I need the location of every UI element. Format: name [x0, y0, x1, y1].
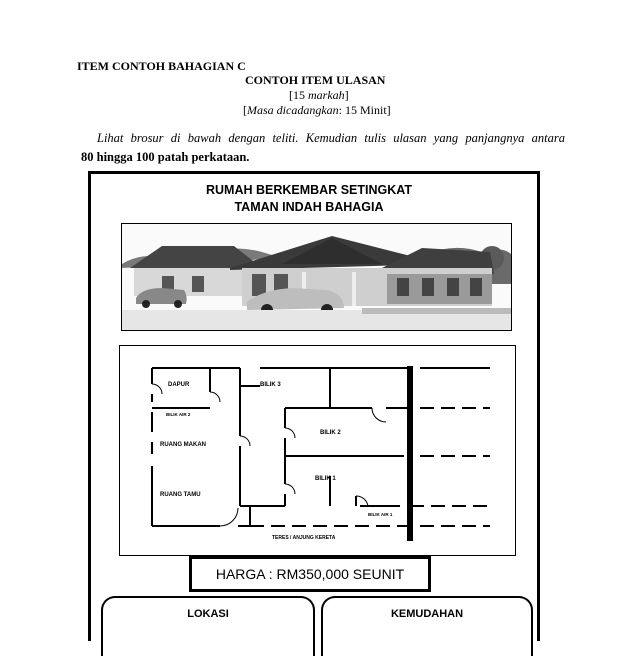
instruction-text [81, 129, 565, 167]
section-title: ITEM CONTOH BAHAGIAN C [77, 59, 246, 73]
plan-label-bilik2: BILIK 2 [320, 430, 341, 436]
plan-label-bilik-air1: BILIK AIR 1 [368, 512, 393, 517]
instruction-italic: Lihat brosur di bawah dengan teliti. Kemudian tulis ulasan yang panjangnya antara [97, 131, 565, 145]
plan-label-dapur: DAPUR [168, 382, 190, 388]
location-title: LOKASI [187, 608, 229, 620]
facilities-title: KEMUDAHAN [390, 608, 464, 620]
marks-label: [15 markah] [289, 88, 349, 102]
location-box [101, 596, 315, 656]
plan-label-teres: TERES / ANJUNG KERETA [272, 535, 336, 541]
house-photo [121, 223, 512, 331]
facilities-box [321, 596, 533, 656]
plan-label-ruang-tamu: RUANG TAMU [160, 492, 201, 498]
plan-label-bilik-air2: BILIK AIR 2 [166, 412, 191, 417]
instruction-bold: 80 hingga 100 patah perkataan. [81, 150, 250, 164]
brochure-title-line2: TAMAN INDAH BAHAGIA [234, 200, 384, 214]
house-illustration [122, 224, 511, 330]
plan-label-bilik1: BILIK 1 [315, 476, 336, 482]
item-subtitle: CONTOH ITEM ULASAN [245, 73, 386, 87]
brochure-title-line1: RUMAH BERKEMBAR SETINGKAT [205, 183, 412, 197]
plan-label-ruang-makan: RUANG MAKAN [160, 442, 206, 448]
time-label: [Masa dicadangkan: 15 Minit] [243, 103, 391, 117]
floor-plan-drawing [120, 346, 515, 555]
brochure [88, 171, 540, 641]
floor-plan [119, 345, 516, 556]
price-label: HARGA : RM350,000 SEUNIT [189, 556, 431, 592]
plan-label-bilik3: BILIK 3 [260, 382, 281, 388]
